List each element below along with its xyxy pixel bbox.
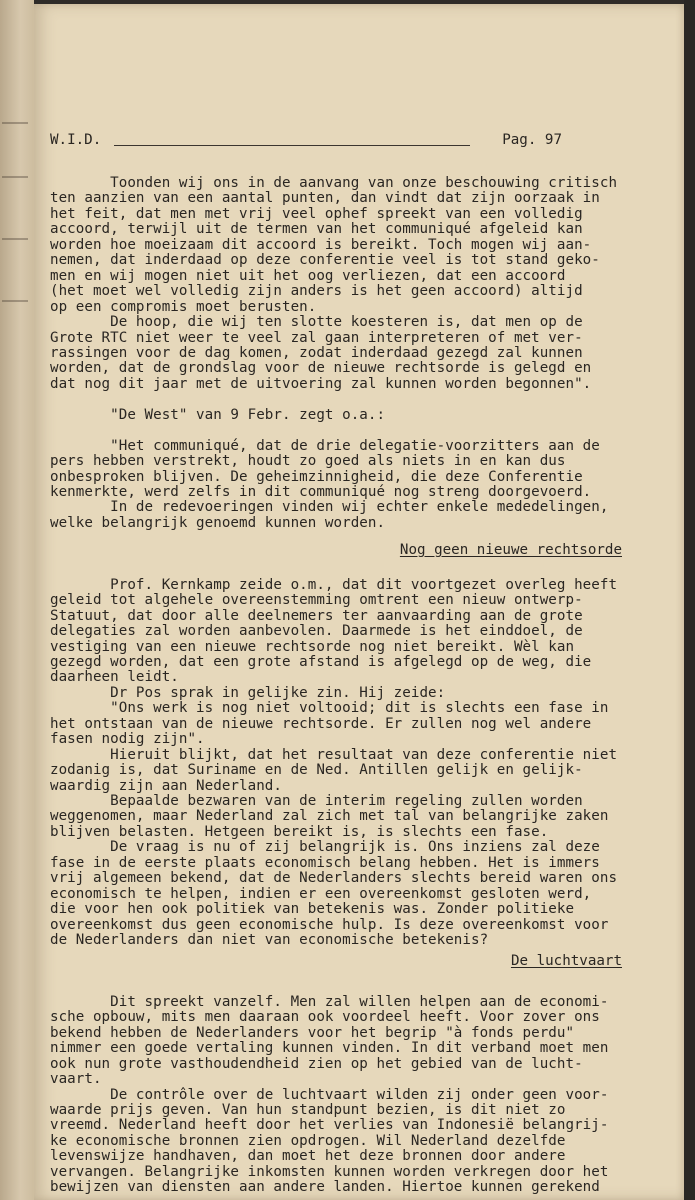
text-line: Statuut, dat door alle deelnemers ter aanvaarding aan de grote — [50, 607, 583, 624]
text-line: bekend hebben de Nederlanders voor het begrip "à fonds perdu" — [50, 1024, 575, 1041]
text-line: Dr Pos sprak in gelijke zin. Hij zeide: — [50, 684, 446, 701]
text-line: (het moet wel volledig zijn anders is het geen accoord) altijd — [50, 283, 583, 300]
text-line: economisch te helpen, indien er een overeenkomst gesloten werd, — [50, 885, 592, 902]
text-line: pers hebben verstrekt, houdt zo goed als niets in en kan dus — [50, 453, 566, 470]
text-line: rassingen voor de dag komen, zodat inderdaad gezegd zal kunnen — [50, 344, 583, 361]
text-line: overeenkomst dus geen economische hulp. Is deze overeenkomst voor — [50, 916, 609, 933]
text-line: men en wij mogen niet uit het oog verliezen, dat een accoord — [50, 267, 566, 284]
text-line: onbesproken blijven. De geheimzinnigheid, die deze Conferentie — [50, 468, 583, 485]
text-line: accoord, terwijl uit de termen van het communiqué afgeleid kan — [50, 221, 583, 238]
text-line: ook nun grote vasthoudendheid zien op het gebied van de lucht- — [50, 1055, 583, 1072]
facing-page-edge — [0, 0, 34, 1200]
header-rule — [114, 145, 470, 146]
text-line: vestiging van een nieuwe rechtsorde nog niet bereikt. Wèl kan — [50, 638, 575, 655]
text-line: op een compromis moet berusten. — [50, 298, 317, 315]
text-line: welke belangrijk genoemd kunnen worden. — [50, 514, 386, 531]
text-line: sche opbouw, mits men daaraan ook voordeel heeft. Voor zover ons — [50, 1009, 600, 1026]
text-line: bewijzen van diensten aan andere landen. Hiertoe kunnen gerekend — [50, 1179, 600, 1196]
text-line: De hoop, die wij ten slotte koesteren is, dat men op de — [50, 314, 583, 331]
text-line: daarheen leidt. — [50, 669, 179, 686]
text-line: de Nederlanders dan niet van economische betekenis? — [50, 932, 489, 949]
text-line: De vraag is nu of zij belangrijk is. Ons inziens zal deze — [50, 839, 600, 856]
facing-page-mark — [2, 122, 28, 124]
text-line: het ontstaan van de nieuwe rechtsorde. Er zullen nog wel andere — [50, 715, 592, 732]
text-line: ten aanzien van een aantal punten, dan vindt dat zijn oorzaak in — [50, 190, 600, 207]
section-heading: Nog geen nieuwe rechtsorde — [399, 542, 622, 558]
text-line: levenswijze handhaven, dan moet het deze bronnen door andere — [50, 1148, 566, 1165]
text-line: het feit, dat men met vrij veel ophef spreekt van een volledig — [50, 205, 583, 222]
text-line: zodanig is, dat Suriname en de Ned. Antillen gelijk en gelijk- — [50, 762, 583, 779]
text-line: De contrôle over de luchtvaart wilden zij onder geen voor- — [50, 1086, 609, 1103]
facing-page-mark — [2, 176, 28, 178]
text-line: vrij algemeen bekend, dat de Nederlanders slechts bereid waren ons — [50, 870, 618, 887]
facing-page-mark — [2, 238, 28, 240]
text-line: ke economische bronnen zien opdrogen. Wil Nederland dezelfde — [50, 1132, 566, 1149]
text-line: delegaties zal worden aanbevolen. Daarmede is het einddoel, de — [50, 623, 583, 640]
text-line: Prof. Kernkamp zeide o.m., dat dit voortgezet overleg heeft — [50, 576, 618, 593]
text-line: Grote RTC niet weer te veel zal gaan interpreteren of met ver- — [50, 329, 583, 346]
text-line: vreemd. Nederland heeft door het verlies van Indonesië belangrij- — [50, 1117, 609, 1134]
text-line: Hieruit blijkt, dat het resultaat van deze conferentie niet — [50, 746, 618, 763]
text-line: Toonden wij ons in de aanvang van onze beschouwing critisch — [50, 175, 618, 191]
text-line: gezegd worden, dat een grote afstand is afgelegd op de weg, die — [50, 653, 592, 670]
scan-border — [684, 0, 695, 1200]
publication-code: W.I.D. — [50, 132, 102, 148]
text-line: nimmer een goede vertaling kunnen vinden. In dit verband moet men — [50, 1040, 609, 1057]
text-line: "De West" van 9 Febr. zegt o.a.: — [50, 406, 386, 423]
text-line: Bepaalde bezwaren van de interim regeling zullen worden — [50, 793, 583, 809]
text-line: kenmerkte, werd zelfs in dit communiqué nog streng doorgevoerd. — [50, 484, 592, 500]
page-header — [50, 130, 562, 150]
text-line: worden, dat de grondslag voor de nieuwe rechtsorde is gelegd en — [50, 360, 592, 377]
text-line: worden hoe moeizaam dit accoord is bereikt. Toch mogen wij aan- — [50, 236, 592, 253]
text-line: In de redevoeringen vinden wij echter enkele mededelingen, — [50, 499, 609, 516]
text-line: vervangen. Belangrijke inkomsten kunnen worden verkregen door het — [50, 1163, 609, 1180]
text-line: "Het communiqué, dat de drie delegatie-voorzitters aan de — [50, 437, 600, 454]
page-number: Pag. 97 — [502, 132, 562, 148]
text-line: Dit spreekt vanzelf. Men zal willen helpen aan de economi- — [50, 993, 609, 1010]
text-line: geleid tot algehele overeenstemming omtrent een nieuw ontwerp- — [50, 592, 583, 609]
text-line: vaart. — [50, 1071, 102, 1088]
facing-page-mark — [2, 300, 28, 302]
text-line: waardig zijn aan Nederland. — [50, 777, 282, 794]
document-page — [34, 4, 684, 1200]
text-line: dat nog dit jaar met de uitvoering zal kunnen worden begonnen". — [50, 375, 592, 392]
text-line: waarde prijs geven. Van hun standpunt bezien, is dit niet zo — [50, 1102, 566, 1118]
text-line: die voor hen ook politiek van betekenis was. Zonder politieke — [50, 901, 575, 918]
text-line: blijven belasten. Hetgeen bereikt is, is slechts een fase. — [50, 823, 549, 840]
text-line: nemen, dat inderdaad op deze conferentie veel is tot stand geko- — [50, 252, 600, 269]
section-heading: De luchtvaart — [510, 953, 622, 969]
text-line: "Ons werk is nog niet voltooid; dit is slechts een fase in — [50, 700, 609, 717]
text-line: weggenomen, maar Nederland zal zich met tal van belangrijke zaken — [50, 808, 609, 825]
text-line: fase in de eerste plaats economisch belang hebben. Het is immers — [50, 854, 600, 871]
text-line: fasen nodig zijn". — [50, 731, 205, 748]
